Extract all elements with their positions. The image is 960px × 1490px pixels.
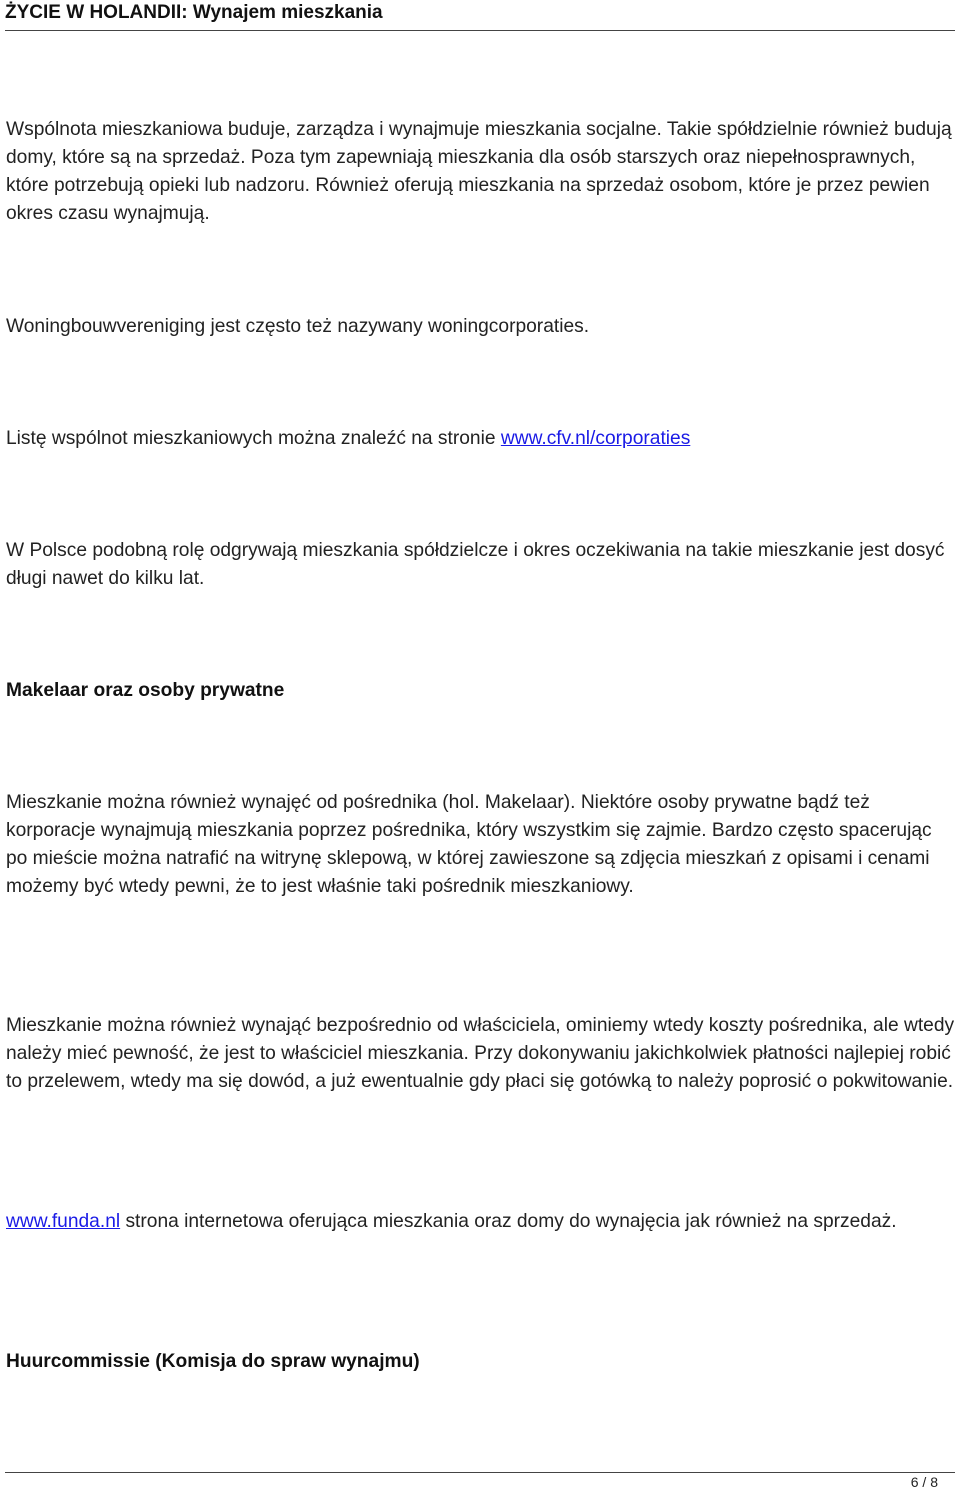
section-heading-makelaar: Makelaar oraz osoby prywatne — [6, 680, 285, 701]
cfv-link[interactable]: www.cfv.nl/corporaties — [500, 428, 691, 449]
section-heading-huurcommissie: Huurcommissie (Komisja do spraw wynajmu) — [6, 1351, 420, 1372]
paragraph-makelaar: Mieszkanie można również wynajęć od pośrednika (hol. Makelaar). Niektóre osoby prywatne bądź też korporacje wynajmują mieszkania poprzez pośrednika, który wszystkim się zajmie. Bardzo często spacerując po mieście można natrafić na witrynę sklepową, w której zawieszone są zdjęcia mieszkań z opisami i cenami możemy być wtedy pewni, że to jest właśnie taki pośrednik mieszkaniowy. — [6, 792, 932, 897]
paragraph-poland-comparison: W Polsce podobną rolę odgrywają mieszkania spółdzielcze i okres oczekiwania na takie mieszkanie jest dosyć długi nawet do kilku lat. — [6, 540, 945, 589]
paragraph-funda — [6, 1208, 956, 1236]
document-title: ŻYCIE W HOLANDII: Wynajem mieszkania — [5, 2, 383, 23]
page-number: 6 / 8 — [910, 1474, 938, 1490]
header-divider — [5, 30, 955, 31]
footer-divider — [5, 1472, 955, 1473]
paragraph-association-list — [6, 425, 956, 453]
funda-link[interactable]: www.funda.nl — [6, 1211, 121, 1232]
paragraph-text: strona internetowa oferująca mieszkania oraz domy do wynajęcia jak również na sprzedaż. — [120, 1211, 897, 1232]
paragraph-woningcorporaties: Woningbouwvereniging jest często też nazywany woningcorporaties. — [6, 316, 590, 337]
paragraph-owner-rental: Mieszkanie można również wynająć bezpośrednio od właściciela, ominiemy wtedy koszty pośrednika, ale wtedy należy mieć pewność, że jest to właściciel mieszkania. Przy dokonywaniu jakichkolwiek płatności najlepiej robić to przelewem, wtedy ma się dowód, a już ewentualnie gdy płaci się gotówką to należy poprosić o pokwitowanie. — [6, 1015, 955, 1092]
paragraph-text: Listę wspólnot mieszkaniowych można znaleźć na stronie — [6, 428, 501, 449]
paragraph-housing-association: Wspólnota mieszkaniowa buduje, zarządza i wynajmuje mieszkania socjalne. Takie spółdzielnie również budują domy, które są na sprzedaż. Poza tym zapewniają mieszkania dla osób starszych oraz niepełnosprawnych, które potrzebują opieki lub nadzoru. Również oferują mieszkania na sprzedaż osobom, które je przez pewien okres czasu wynajmują. — [6, 119, 952, 224]
